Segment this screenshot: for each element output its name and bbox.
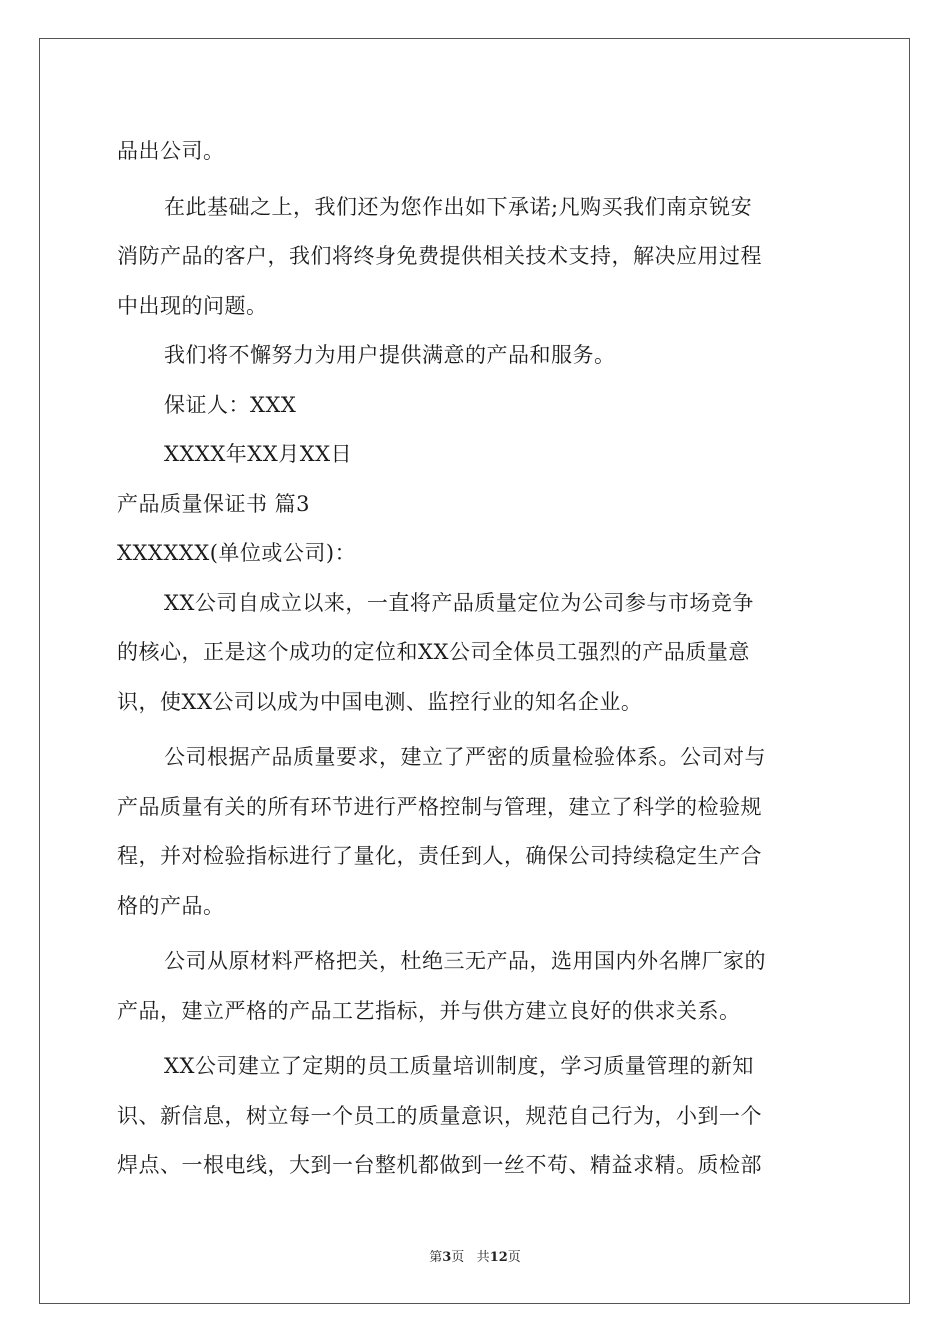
paragraph-line: 焊点、一根电线，大到一台整机都做到一丝不苟、精益求精。质检部 — [117, 1153, 762, 1177]
document-body — [117, 127, 833, 1191]
date-line: XXXX年XX月XX日 — [164, 442, 353, 466]
addressee-line: XXXXXX(单位或公司)： — [117, 541, 357, 565]
paragraph-line: 程，并对检验指标进行了量化，责任到人，确保公司持续稳定生产合 — [117, 844, 762, 868]
page-prefix: 第 — [429, 1250, 443, 1265]
paragraph-line: 的核心，正是这个成功的定位和XX公司全体员工强烈的产品质量意 — [117, 640, 750, 664]
paragraph-line: 在此基础之上，我们还为您作出如下承诺;凡购买我们南京锐安 — [164, 194, 753, 219]
paragraph-line: 公司从原材料严格把关，杜绝三无产品，选用国内外名牌厂家的 — [164, 949, 766, 973]
section-heading: 产品质量保证书 篇3 — [117, 491, 311, 516]
paragraph-line: 产品质量有关的所有环节进行严格控制与管理，建立了科学的检验规 — [117, 794, 762, 819]
paragraph-line: 产品，建立严格的产品工艺指标，并与供方建立良好的供求关系。 — [117, 998, 741, 1023]
paragraph-line: 消防产品的客户，我们将终身免费提供相关技术支持，解决应用过程 — [117, 244, 762, 268]
paragraph-line: 格的产品。 — [117, 893, 225, 918]
total-page-count: 12 — [489, 1250, 508, 1265]
current-page-number: 3 — [442, 1250, 452, 1265]
paragraph-line: 我们将不懈努力为用户提供满意的产品和服务。 — [164, 343, 616, 367]
paragraph-line: XX公司自成立以来，一直将产品质量定位为公司参与市场竞争 — [164, 590, 754, 615]
paragraph-line: 公司根据产品质量要求，建立了严密的质量检验体系。公司对与 — [164, 745, 766, 769]
total-suffix: 页 — [507, 1250, 521, 1265]
paragraph-line: 识，使XX公司以成为中国电测、监控行业的知名企业。 — [117, 689, 643, 714]
page-suffix: 页 — [451, 1250, 465, 1265]
paragraph-line: 中出现的问题。 — [117, 293, 268, 318]
paragraph-line: XX公司建立了定期的员工质量培训制度，学习质量管理的新知 — [164, 1054, 754, 1078]
page-footer — [0, 1246, 950, 1265]
signatory-line: 保证人：XXX — [164, 392, 297, 417]
paragraph-line: 品出公司。 — [117, 139, 225, 163]
total-prefix: 共 — [476, 1250, 490, 1265]
paragraph-line: 识、新信息，树立每一个员工的质量意识，规范自己行为，小到一个 — [117, 1103, 762, 1128]
